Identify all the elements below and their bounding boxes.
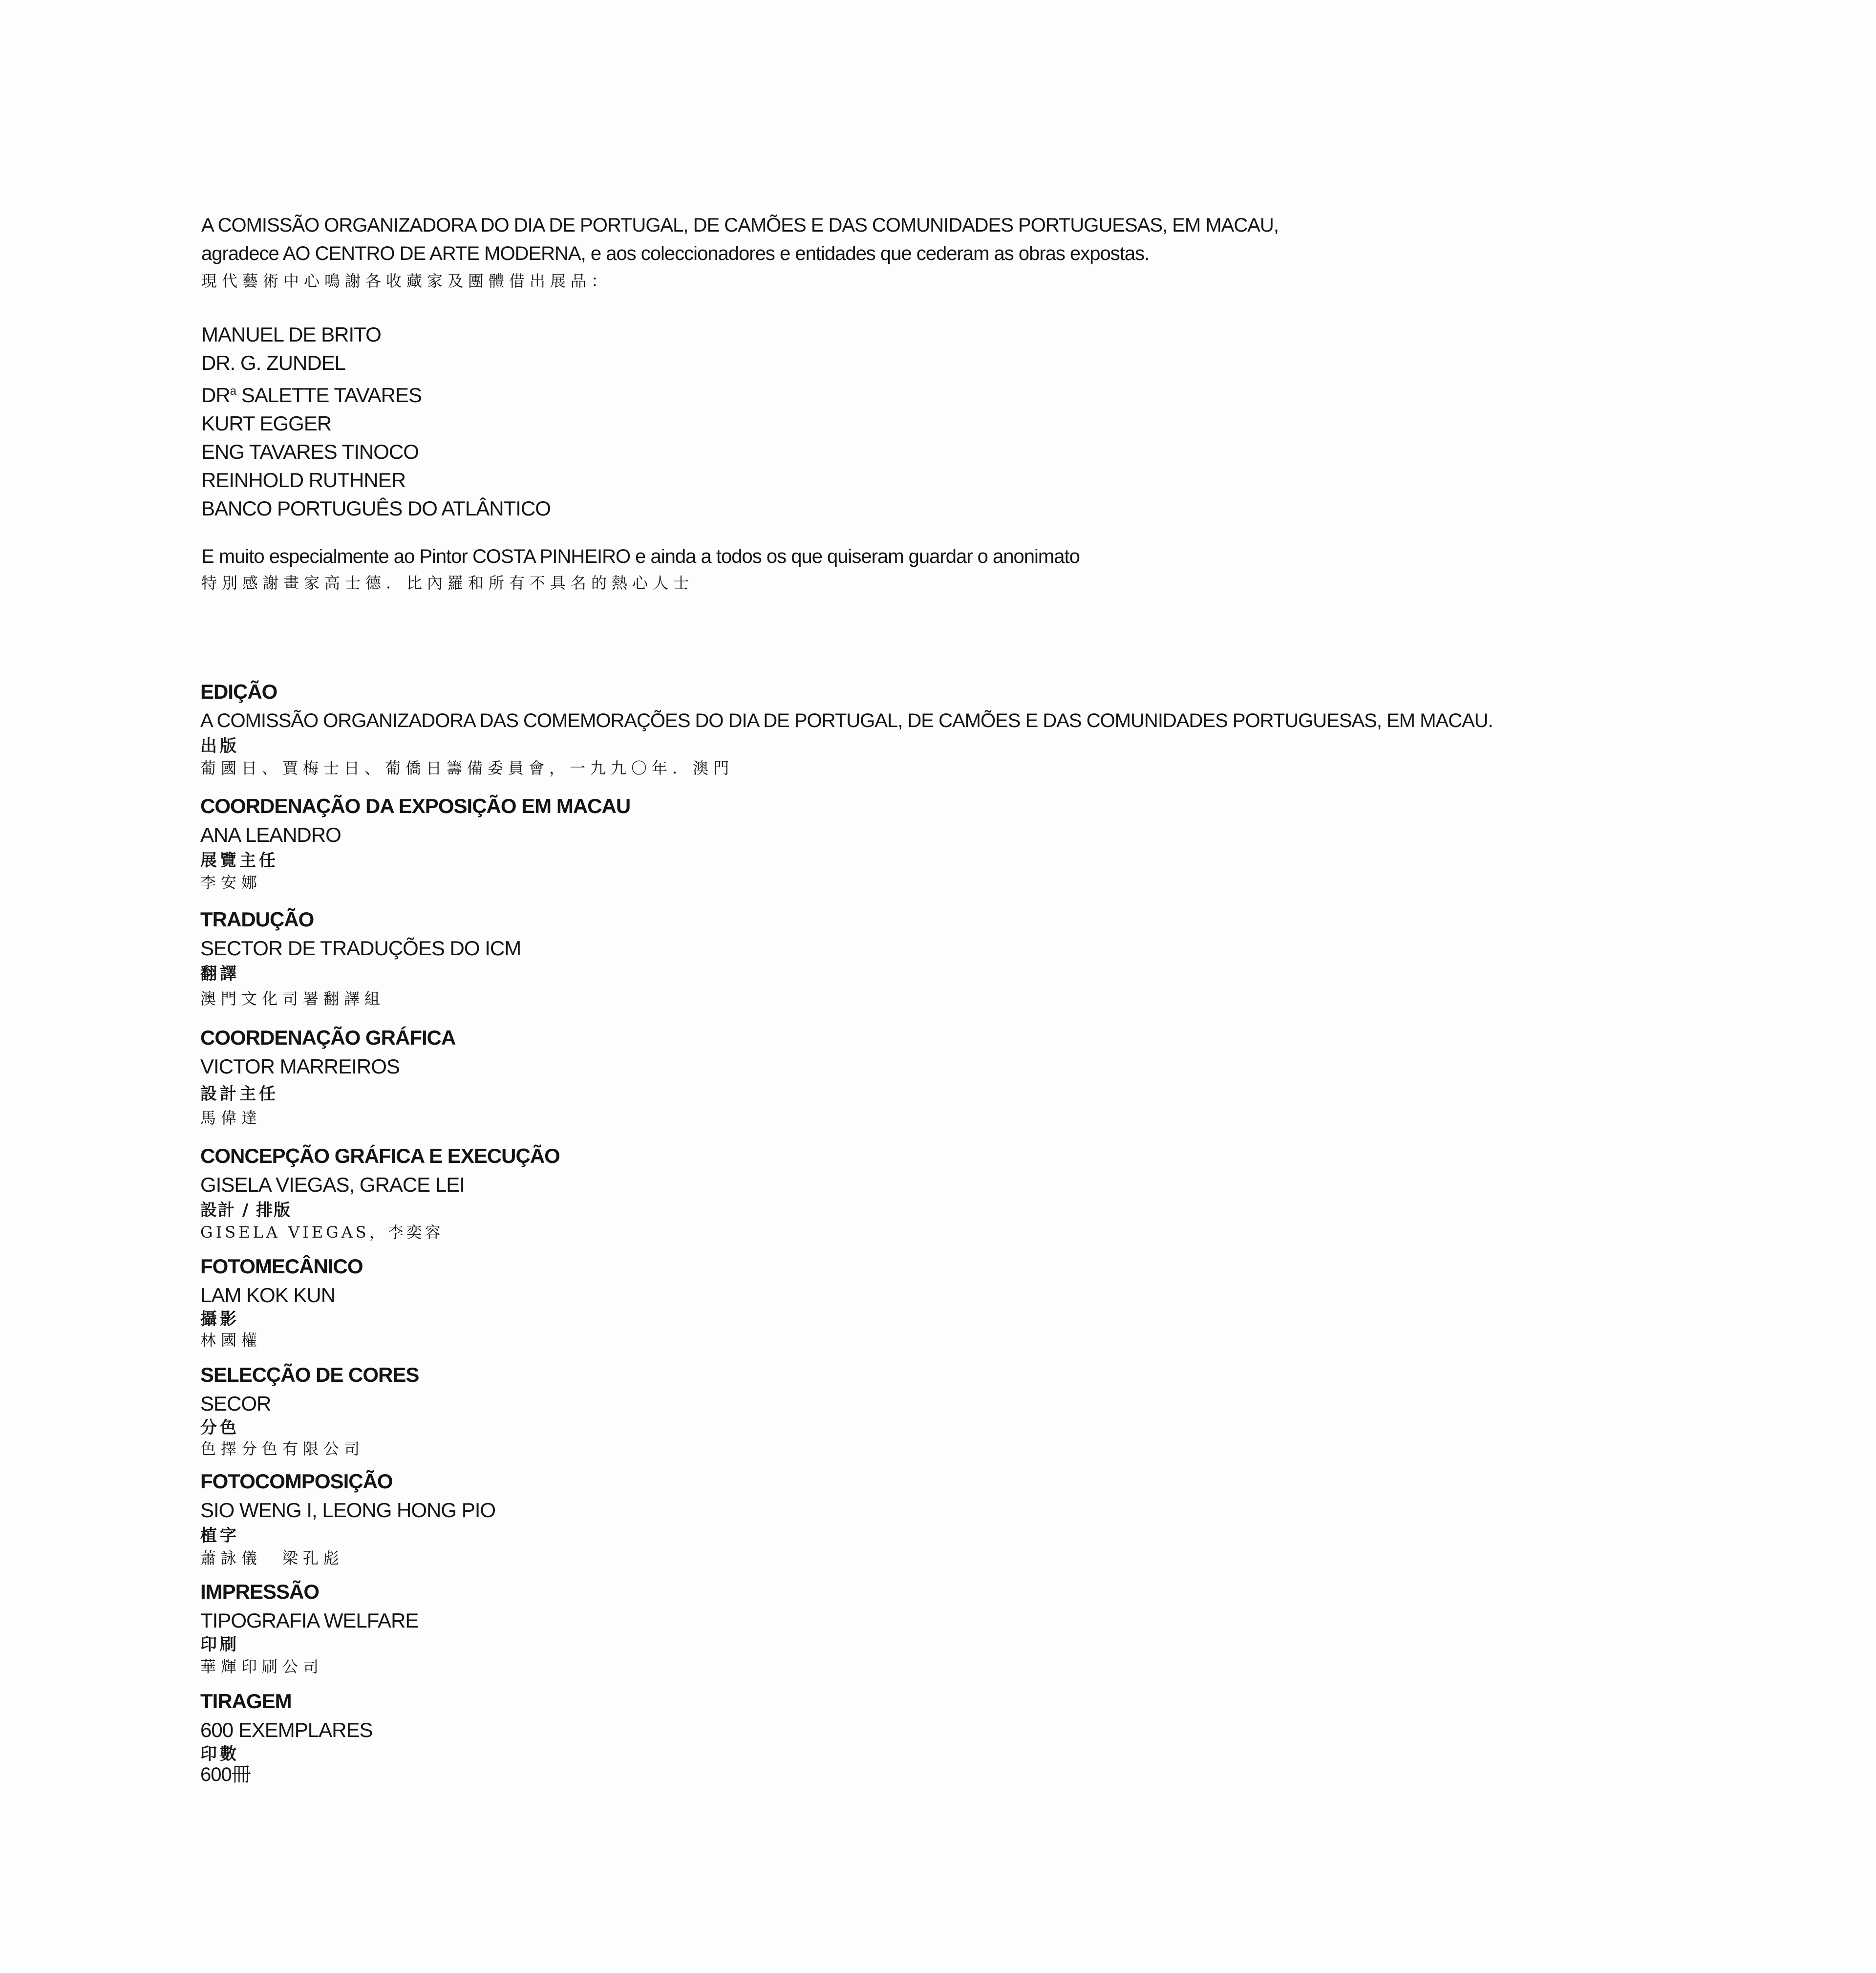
credit-edicao [200,677,1493,779]
credit-zh-name: 色擇分色有限公司 [200,1439,365,1458]
special-line: E muito especialmente ao Pintor COSTA PINHEIRO e ainda a todos os que quiseram guardar o anonimato [201,546,1080,567]
credit-name: 600 EXEMPLARES [200,1718,373,1741]
credit-zh-title: 設計 / 排版 [200,1201,292,1220]
credit-zh-name: 葡國日、賈梅士日、葡僑日籌備委員會，一九九〇年．澳門 [200,759,734,777]
ack-chinese: 現代藝術中心鳴謝各收藏家及團體借出展品： [201,272,612,290]
credit-title: TRADUÇÃO [200,908,314,931]
credit-zh-title: 分色 [200,1418,239,1437]
credit-zh-name: 華輝印刷公司 [200,1657,324,1676]
credit-zh-title: 植字 [200,1526,239,1545]
credit-zh-title: 出版 [200,736,239,756]
credit-zh-title: 攝影 [200,1309,239,1329]
lender-item: REINHOLD RUTHNER [201,469,406,492]
credit-zh-name: 李安娜 [200,873,262,892]
lender-prefix-sup: a [230,385,236,398]
lender-item [201,377,1847,409]
lender-name: SALETTE TAVARES [241,384,422,407]
credit-name: LAM KOK KUN [200,1284,336,1307]
credit-zh-title: 設計主任 [200,1084,278,1104]
credit-zh-title: 翻譯 [200,964,239,984]
credit-name: VICTOR MARREIROS [200,1055,400,1078]
credit-zh-name: 澳門文化司署翻譯組 [200,989,385,1008]
lender-prefix: DR [201,384,230,407]
lender-item: DR. G. ZUNDEL [201,351,346,374]
credit-zh-title: 印刷 [200,1635,239,1654]
credit-title: FOTOMECÂNICO [200,1255,363,1278]
credit-title: CONCEPÇÃO GRÁFICA E EXECUÇÃO [200,1144,560,1167]
ack-line-1: A COMISSÃO ORGANIZADORA DO DIA DE PORTUGAL, DE CAMÕES E DAS COMUNIDADES PORTUGUESAS, EM MACAU, [201,214,1279,236]
credit-zh-title: 展覽主任 [200,851,278,870]
credit-title: COORDENAÇÃO GRÁFICA [200,1026,456,1049]
credit-title: EDIÇÃO [200,680,277,703]
credit-coordenacao-grafica [200,1023,455,1129]
credit-title: SELECÇÃO DE CORES [200,1363,419,1386]
credit-zh-name: GISELA VIEGAS，李奕容 [200,1223,444,1242]
lender-item: ENG TAVARES TINOCO [201,440,419,463]
credit-coordenacao-exposicao [200,792,630,893]
credit-title: FOTOCOMPOSIÇÃO [200,1470,393,1493]
lenders-list [201,321,1847,523]
special-thanks [201,542,1847,595]
credit-zh-name: 林國權 [200,1331,262,1350]
credit-title: COORDENAÇÃO DA EXPOSIÇÃO EM MACAU [200,794,631,817]
credit-name: TIPOGRAFIA WELFARE [200,1609,419,1632]
credit-name: GISELA VIEGAS, GRACE LEI [200,1173,465,1196]
credit-title: TIRAGEM [200,1690,292,1713]
credit-fotomecanico [200,1252,363,1351]
credit-name: SECOR [200,1392,271,1415]
credit-concepcao-grafica [200,1141,560,1243]
credit-name: A COMISSÃO ORGANIZADORA DAS COMEMORAÇÕES DO DIA DE PORTUGAL, DE CAMÕES E DAS COMUNIDADES PORTUGUESAS, EM MACAU. [200,710,1493,731]
lender-item: KURT EGGER [201,412,332,435]
credit-name: SECTOR DE TRADUÇÕES DO ICM [200,937,521,960]
credit-zh-name: 馬偉達 [200,1109,262,1127]
credit-zh-name: 蕭詠儀 梁孔彪 [200,1549,344,1567]
lender-item: MANUEL DE BRITO [201,323,381,346]
special-chinese: 特別感謝畫家高士德．比內羅和所有不具名的熱心人士 [201,574,694,592]
credit-zh-title: 印數 [200,1744,239,1764]
credit-name: ANA LEANDRO [200,823,341,846]
ack-line-2: agradece AO CENTRO DE ARTE MODERNA, e aos coleccionadores e entidades que cederam as obras expostas. [201,243,1150,264]
credit-tiragem [200,1687,373,1785]
credit-title: IMPRESSÃO [200,1580,320,1603]
lender-item: BANCO PORTUGUÊS DO ATLÂNTICO [201,497,551,520]
acknowledgement [201,211,1847,293]
credit-fotocomposicao [200,1467,495,1569]
credit-seleccao-cores [200,1360,419,1460]
credit-name: SIO WENG I, LEONG HONG PIO [200,1499,496,1522]
credit-impressao [200,1577,418,1679]
credit-zh-name: 600冊 [200,1764,251,1785]
credit-traducao [200,905,521,1012]
